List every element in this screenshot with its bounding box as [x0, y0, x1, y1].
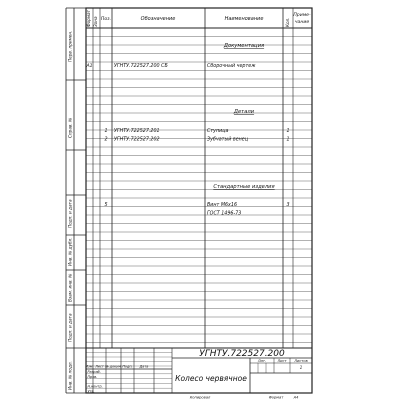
tb-izm: Изм. — [85, 364, 94, 369]
strip-inv-podl: Инв. № подл. — [67, 361, 73, 390]
strip-podp-data: Подп. и дата — [67, 199, 73, 228]
row-name: ГОСТ 1496-73 — [207, 211, 242, 217]
row-position: 2 — [104, 137, 108, 143]
header-note: чание — [294, 20, 310, 25]
tb-podp: Подп. — [122, 364, 133, 369]
row-designation: УГНТУ.722527.201 — [114, 129, 160, 134]
header-zone: Зона — [93, 16, 98, 27]
row-name: Винт М6х16 — [207, 203, 237, 208]
row-designation: УГНТУ.722527.200 СБ — [114, 64, 168, 69]
section-parts: Детали — [233, 109, 255, 115]
section-documentation: Документация — [223, 43, 265, 49]
strip-vzam-inv: Взам. инв. № — [67, 273, 73, 302]
tb-lit: Лит. — [257, 359, 267, 363]
doc-code: УГНТУ.722527.200 — [199, 349, 285, 359]
tb-list-right: Лист — [277, 359, 287, 363]
row-name: Ступица — [207, 129, 229, 134]
footer-format-label: Формат — [268, 395, 284, 400]
tb-listov-value: 1 — [299, 365, 303, 370]
row-quantity: 1 — [286, 129, 290, 134]
row-name: Зубчатый венец — [207, 137, 249, 143]
tb-doc-no: № докум. — [105, 364, 122, 369]
tb-list: Лист — [95, 364, 104, 369]
strip-sprav-no: Справ. № — [67, 117, 73, 138]
row-quantity: 3 — [286, 203, 290, 208]
document-title: Колесо червячное — [175, 374, 247, 383]
strip-perv-primen: Перв. примен. — [67, 30, 73, 62]
row-designation: УГНТУ.722527.202 — [114, 137, 160, 143]
header-pos: Поз. — [100, 17, 112, 22]
tb-listov: Листов — [294, 359, 308, 363]
header-qty: Кол. — [285, 17, 290, 27]
row-position: 1 — [104, 129, 108, 134]
footer-format-value: A4 — [293, 395, 299, 400]
row-position: 5 — [104, 203, 108, 208]
tb-data: Дата — [139, 364, 149, 369]
tb-utv: Утв. — [87, 389, 95, 394]
header-designation: Обозначение — [140, 16, 176, 22]
row-format: A1 — [86, 64, 93, 69]
strip-podp-data: Подп. и дата — [67, 313, 73, 342]
row-quantity: 1 — [286, 137, 290, 143]
strip-inv-dubl: Инв. № дубл. — [67, 237, 73, 266]
row-name: Сборочный чертеж — [207, 64, 256, 69]
tb-razrab: Разраб. — [87, 370, 101, 374]
section-standard-items: Стандартные изделия — [213, 184, 275, 190]
footer-kopiroval: Копировал — [189, 395, 211, 400]
tb-prov: Пров. — [87, 375, 98, 379]
tb-n-kontr: Н.контр. — [87, 384, 103, 389]
header-note: Приме- — [293, 13, 311, 18]
header-name: Наименование — [224, 16, 264, 22]
header-format: Формат — [86, 10, 91, 27]
